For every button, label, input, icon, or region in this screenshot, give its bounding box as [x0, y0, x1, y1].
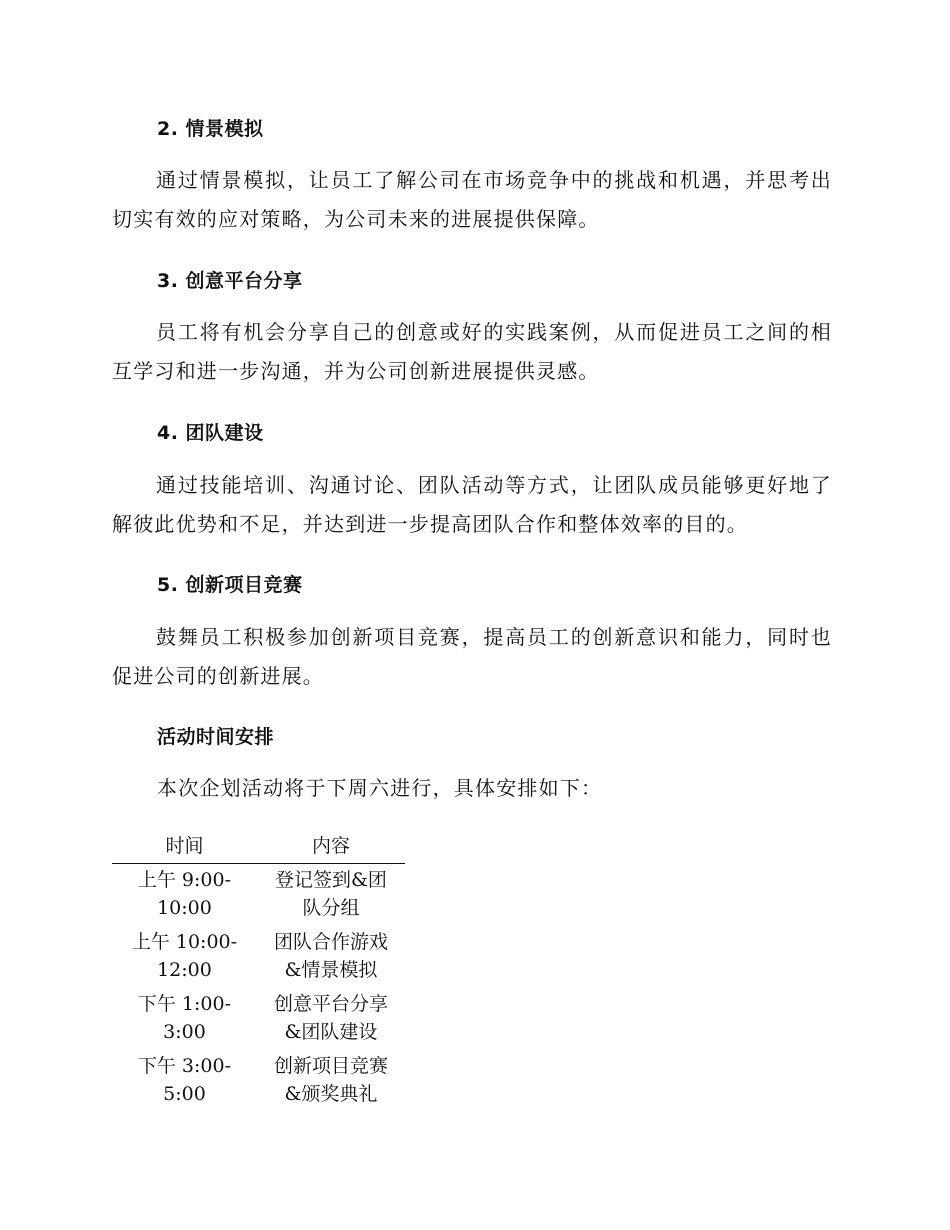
content-cell — [257, 1050, 405, 1112]
content-cell-line: 团队合作游戏 — [273, 931, 388, 953]
section-text-innovation-contest: 鼓舞员工积极参加创新项目竞赛，提高员工的创新意识和能力，同时也促进公司的创新进展。 — [112, 625, 832, 688]
table-row — [112, 1050, 405, 1112]
time-cell-line: 下午 3:00- — [137, 1055, 232, 1077]
time-cell — [112, 988, 257, 1050]
content-cell-line: 创新项目竞赛 — [273, 1055, 388, 1077]
time-cell-line: 3:00 — [163, 1021, 206, 1043]
content-cell-line: &颁奖典礼 — [284, 1083, 378, 1105]
content-cell-line: 登记签到&团 — [274, 869, 387, 891]
content-cell-line: 创意平台分享 — [273, 993, 388, 1015]
time-cell — [112, 1050, 257, 1112]
schedule-intro: 本次企划活动将于下周六进行，具体安排如下： — [157, 776, 603, 800]
column-header-content: 内容 — [257, 830, 405, 864]
schedule-heading: 活动时间安排 — [157, 726, 275, 748]
content-cell — [257, 864, 405, 927]
content-cell-line: &情景模拟 — [284, 959, 378, 981]
section-heading-innovation-contest: 5. 创新项目竞赛 — [157, 574, 303, 596]
schedule-table — [112, 830, 405, 1112]
section-heading-idea-sharing: 3. 创意平台分享 — [157, 270, 303, 292]
schedule-header-row — [112, 830, 405, 864]
section-heading-scenario-simulation: 2. 情景模拟 — [157, 118, 264, 140]
time-cell — [112, 926, 257, 988]
time-cell-line: 下午 1:00- — [137, 993, 232, 1015]
column-header-time: 时间 — [112, 830, 257, 864]
table-row — [112, 988, 405, 1050]
table-row — [112, 926, 405, 988]
time-cell-line: 12:00 — [157, 959, 212, 981]
content-cell-line: &团队建设 — [284, 1021, 378, 1043]
content-cell — [257, 988, 405, 1050]
section-text-team-building: 通过技能培训、沟通讨论、团队活动等方式，让团队成员能够更好地了解彼此优势和不足，并达到进一步提高团队合作和整体效率的目的。 — [112, 473, 832, 536]
time-cell-line: 上午 10:00- — [131, 931, 238, 953]
content-cell — [257, 926, 405, 988]
time-cell-line: 上午 9:00- — [137, 869, 232, 891]
section-text-scenario-simulation: 通过情景模拟，让员工了解公司在市场竞争中的挑战和机遇，并思考出切实有效的应对策略，为公司未来的进展提供保障。 — [112, 168, 832, 231]
section-heading-team-building: 4. 团队建设 — [157, 422, 264, 444]
section-text-idea-sharing: 员工将有机会分享自己的创意或好的实践案例，从而促进员工之间的相互学习和进一步沟通，并为公司创新进展提供灵感。 — [112, 320, 832, 383]
table-row — [112, 864, 405, 927]
time-cell-line: 10:00 — [157, 897, 212, 919]
content-cell-line: 队分组 — [302, 897, 360, 919]
time-cell — [112, 864, 257, 927]
time-cell-line: 5:00 — [163, 1083, 206, 1105]
